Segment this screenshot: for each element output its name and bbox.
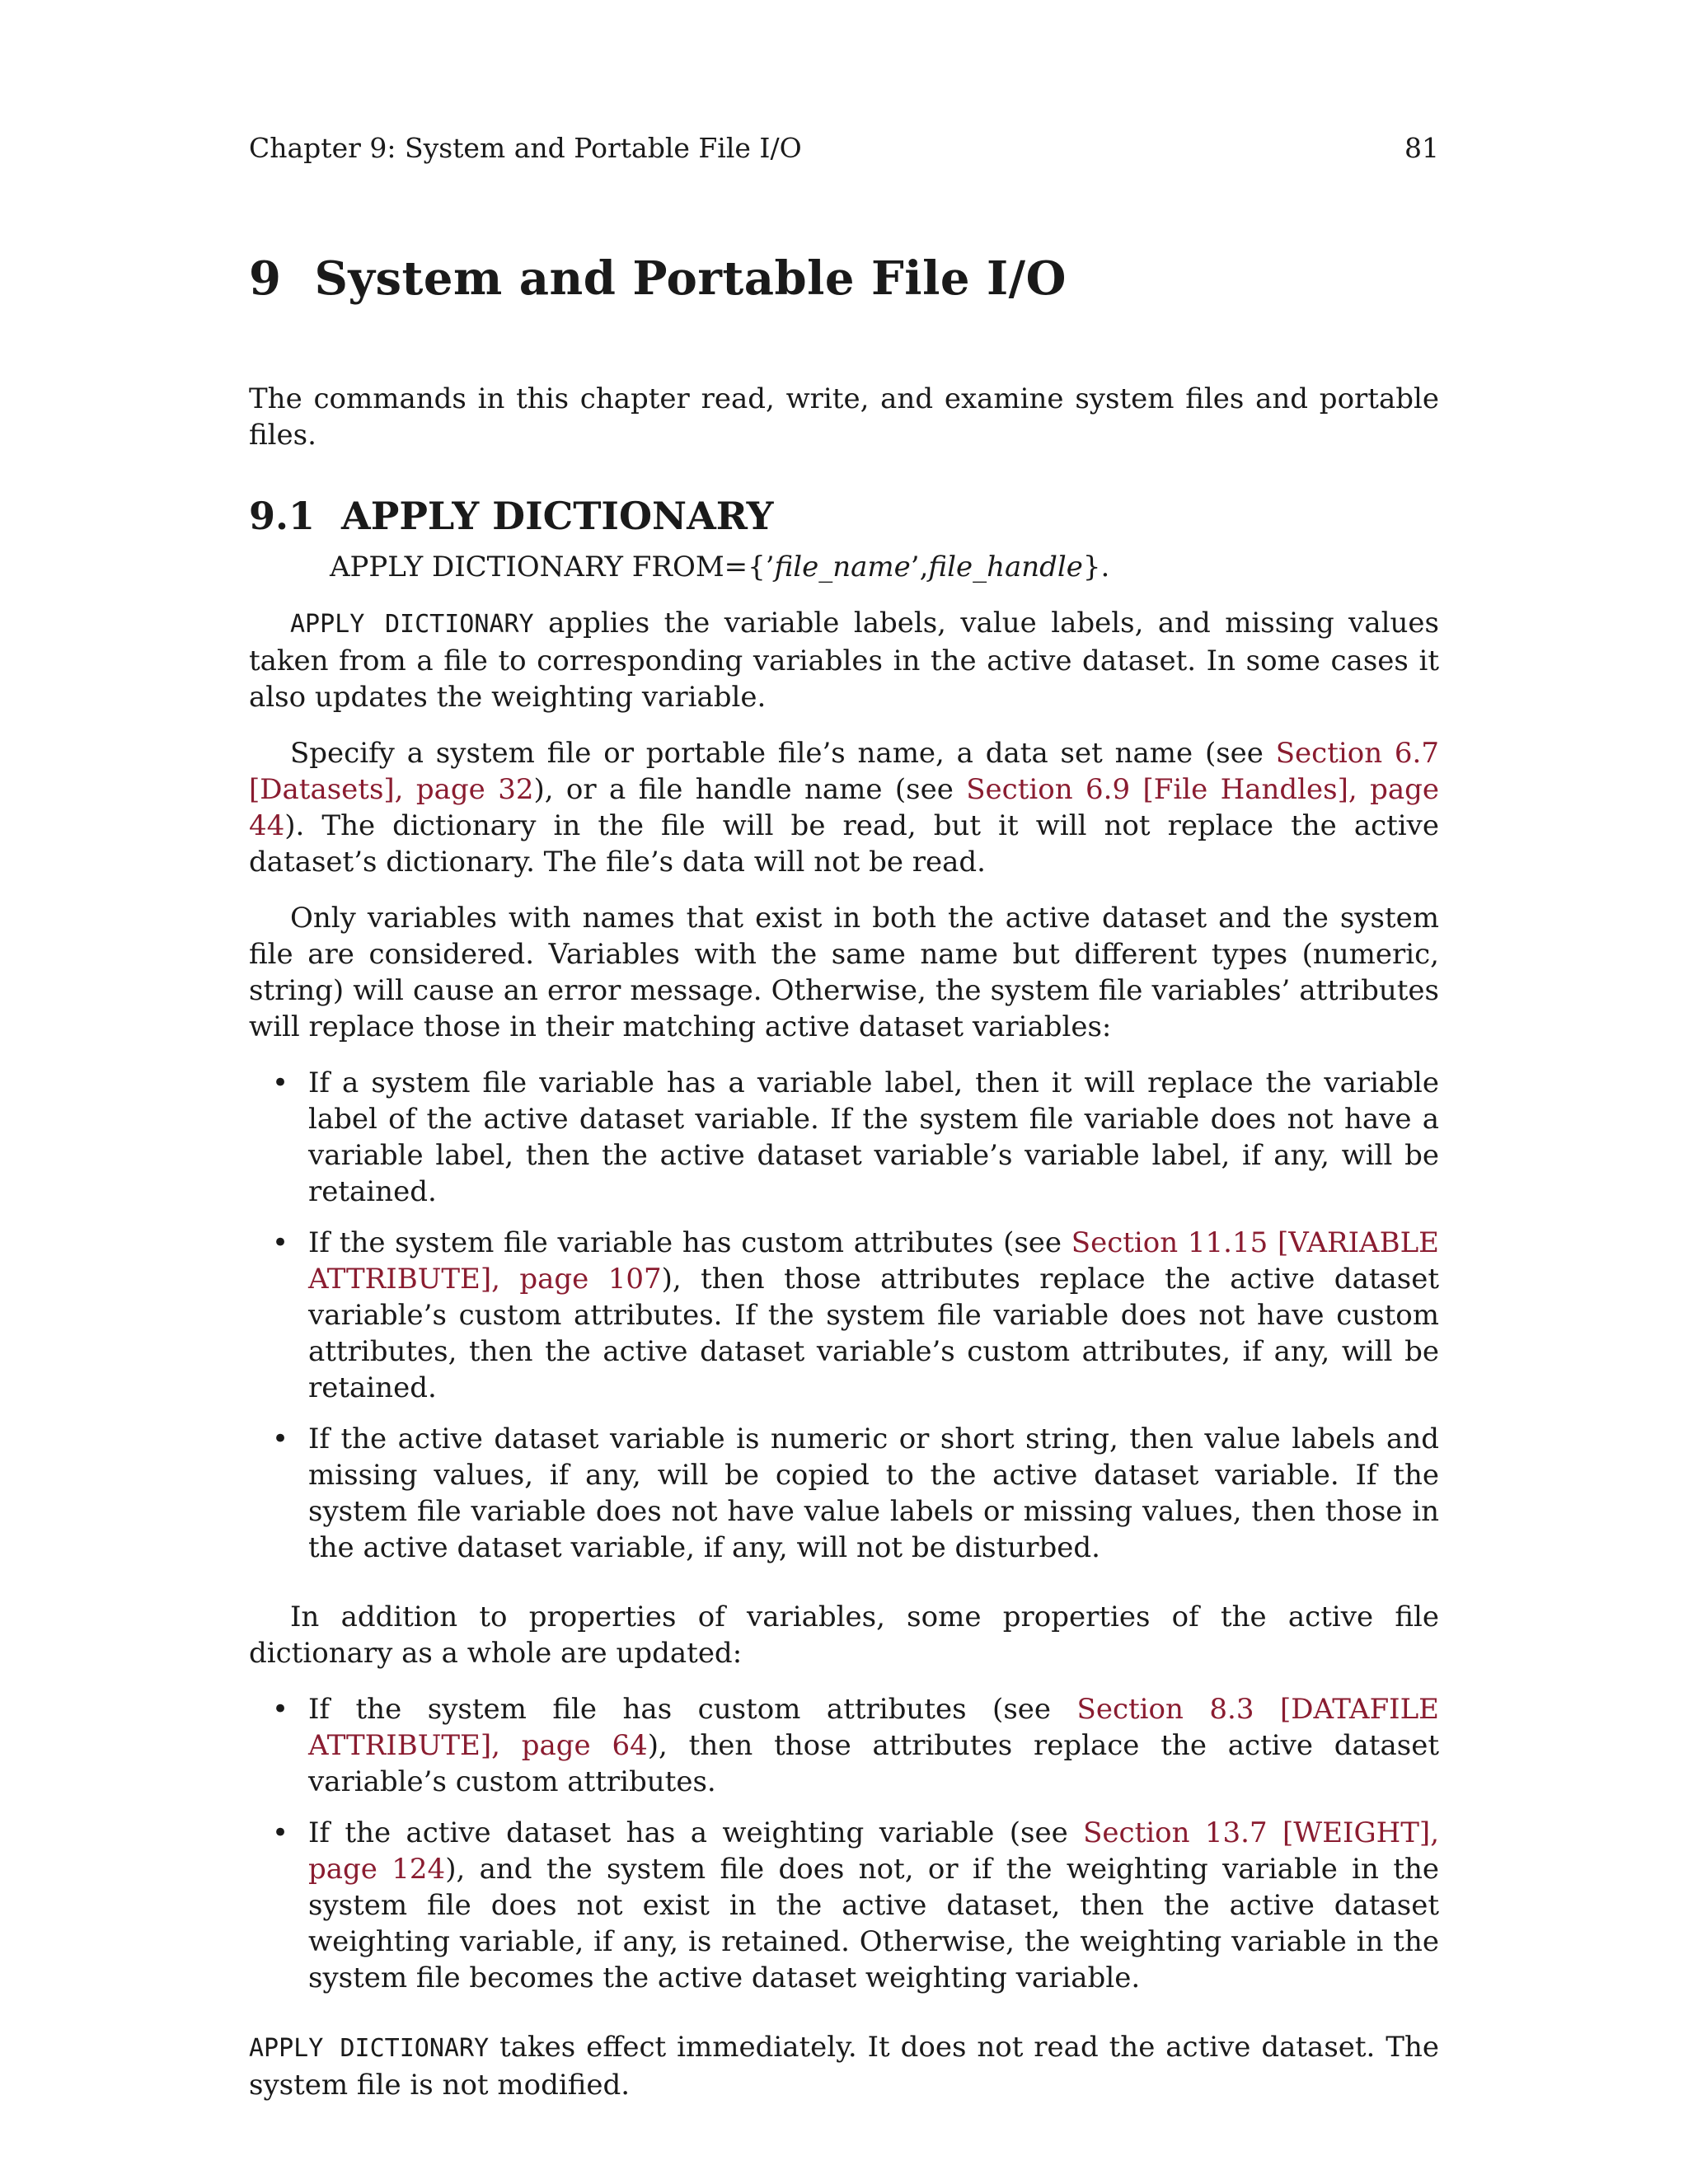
list-item-text: If a system file variable has a variable label, then it will replace the variable label of the active dataset variable. If the system file variable does not have a variable label, then the active dataset variable’s variable label, if any, will be retained. xyxy=(308,1066,1439,1208)
variable-rules-list xyxy=(249,1065,1439,1566)
bullet-icon: • xyxy=(272,1816,289,1849)
list-item xyxy=(249,1691,1439,1800)
bullet-icon: • xyxy=(272,1066,289,1099)
link-datafile-attribute[interactable]: Section 8.3 [DATAFILE ATTRIBUTE], page 64 xyxy=(308,1693,1439,1762)
page-number: 81 xyxy=(1404,132,1439,164)
list-item-text: If the system file variable has custom attributes (see xyxy=(308,1226,1071,1259)
list-item-text: If the active dataset variable is numeric or short string, then value labels and missing values, if any, will be copied to the active dataset variable. If the system file variable does not have value labels or missing values, then those in the active dataset variable, if any, will not be disturbed. xyxy=(308,1422,1439,1564)
list-item xyxy=(249,1065,1439,1210)
paragraph-dictionary-properties: In addition to properties of variables, some properties of the active file dictionary as a whole are updated: xyxy=(249,1601,1439,1670)
command-keyword: APPLY DICTIONARY xyxy=(249,2034,490,2063)
bullet-icon: • xyxy=(272,1693,289,1726)
link-datasets[interactable]: Section 6.7 [Datasets], page 32 xyxy=(249,737,1439,806)
paragraph-text: Specify a system file or portable file’s name, a data set name (see xyxy=(290,737,1276,770)
list-item xyxy=(249,1421,1439,1566)
list-item-text: ), then those attributes replace the active dataset variable’s custom attributes. xyxy=(308,1729,1439,1798)
list-item-text: If the system file has custom attributes (see xyxy=(308,1693,1077,1726)
chapter-title: 9 System and Portable File I/O xyxy=(249,251,1067,306)
paragraph-specify xyxy=(249,735,1439,880)
link-weight[interactable]: Section 13.7 [WEIGHT], page 124 xyxy=(308,1816,1440,1886)
paragraph-variables: Only variables with names that exist in both the active dataset and the system file are considered. Variables with the same name but different types (numeric, string) will cause an error message. Otherwise, the system file variables’ attributes will replace those in their matching active dataset variables: xyxy=(249,902,1439,1043)
dictionary-rules-list xyxy=(249,1691,1439,1996)
section-title: 9.1 APPLY DICTIONARY xyxy=(249,494,774,538)
bullet-icon: • xyxy=(272,1226,289,1259)
page-body xyxy=(249,381,1439,2103)
paragraph-text: ). The dictionary in the file will be read, but it will not replace the active dataset’s dictionary. The file’s data will not be read. xyxy=(249,809,1439,879)
paragraph-text: applies the variable labels, value labels, and missing values taken from a file to corresponding variables in the active dataset. In some cases it also updates the weighting variable. xyxy=(249,607,1439,714)
running-head xyxy=(249,132,1439,164)
paragraph-text: takes effect immediately. It does not read the active dataset. The system file is not modified. xyxy=(249,2031,1439,2102)
list-item xyxy=(249,1225,1439,1406)
synopsis-file-name: file_name xyxy=(774,551,911,583)
paragraph-effect xyxy=(249,2029,1439,2103)
paragraph-text: ), or a file handle name (see xyxy=(533,773,967,806)
synopsis-suffix: }. xyxy=(1082,551,1110,583)
synopsis-middle: ’, xyxy=(910,551,929,583)
link-variable-attribute[interactable]: Section 11.15 [VARIABLE ATTRIBUTE], page 107 xyxy=(308,1226,1439,1296)
list-item-text: If the active dataset has a weighting variable (see xyxy=(308,1816,1084,1849)
synopsis-prefix: APPLY DICTIONARY FROM={’ xyxy=(330,551,775,583)
bullet-icon: • xyxy=(272,1422,289,1455)
link-file-handles[interactable]: Section 6.9 [File Handles], page 44 xyxy=(249,773,1440,842)
list-item xyxy=(249,1815,1439,1996)
paragraph-description xyxy=(249,605,1439,715)
synopsis-file-handle: file_handle xyxy=(928,551,1083,583)
chapter-intro: The commands in this chapter read, write, and examine system files and portable files. xyxy=(249,382,1439,452)
list-item-text: ), then those attributes replace the active dataset variable’s custom attributes. If the system file variable does not have custom attributes, then the active dataset variable’s custom attributes, if any, will be retained. xyxy=(308,1263,1440,1404)
list-item-text: ), and the system file does not, or if the weighting variable in the system file does not exist in the active dataset, then the active dataset weighting variable, if any, is retained. Otherwise, the weighting variable in the system file becomes the active dataset weighting variable. xyxy=(308,1853,1439,1994)
command-keyword: APPLY DICTIONARY xyxy=(290,610,534,639)
command-synopsis xyxy=(330,549,1439,585)
running-head-chapter: Chapter 9: System and Portable File I/O xyxy=(249,132,802,164)
